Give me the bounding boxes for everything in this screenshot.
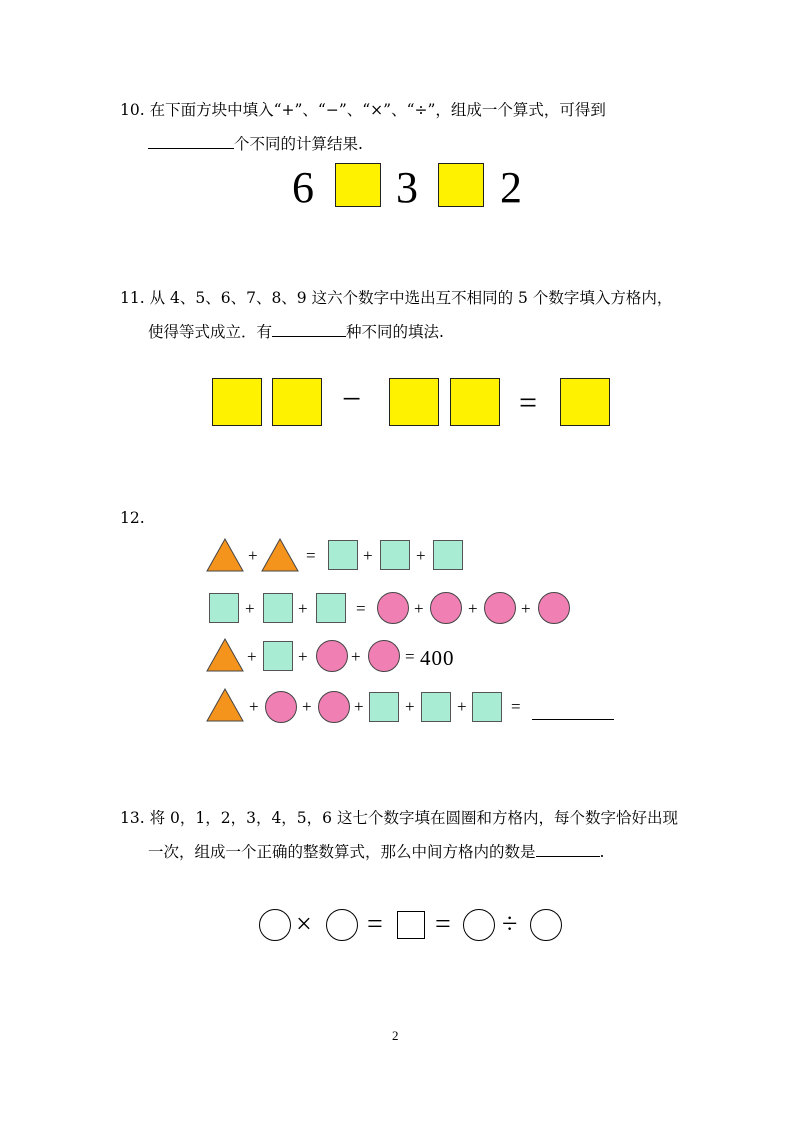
equals-sign: = (511, 697, 521, 716)
plus-sign: + (414, 599, 424, 618)
q10-number-3: 3 (396, 163, 418, 212)
plus-sign: + (249, 697, 259, 716)
q13-circle-4[interactable] (530, 909, 562, 941)
plus-sign: + (521, 599, 531, 618)
equals-sign: = (435, 909, 451, 940)
q13-text-line1: 13. 将 0，1，2，3，4，5，6 这七个数字填在圆圈和方格内，每个数字恰好出现 (120, 809, 678, 827)
circle-shape (538, 592, 570, 624)
q10-text-line2 (148, 132, 363, 154)
q11-digit-box-1[interactable] (212, 378, 262, 426)
page-number: 2 (392, 1028, 399, 1043)
plus-sign: + (247, 647, 257, 666)
square-shape (421, 692, 451, 722)
q11-line2-prefix: 使得等式成立．有 (148, 323, 273, 341)
plus-sign: + (298, 647, 308, 666)
triangle-shape (261, 538, 299, 572)
q13-circle-1[interactable] (259, 909, 291, 941)
plus-sign: + (302, 697, 312, 716)
q10-number-6: 6 (292, 163, 314, 212)
plus-sign: + (363, 546, 373, 565)
plus-sign: + (248, 546, 258, 565)
plus-sign: + (416, 546, 426, 565)
q13-middle-square[interactable] (397, 911, 425, 939)
divide-sign: ÷ (502, 909, 518, 940)
equals-sign: = (367, 909, 383, 940)
circle-shape (318, 691, 350, 723)
q13-line2-prefix: 一次，组成一个正确的整数算式，那么中间方格内的数是 (148, 843, 536, 861)
square-shape (433, 540, 463, 570)
plus-sign: + (298, 599, 308, 618)
q13-line2-suffix: . (599, 843, 605, 861)
q11-digit-box-5[interactable] (560, 378, 610, 426)
q11-text-line2 (148, 320, 444, 342)
circle-shape (265, 691, 297, 723)
q11-line2-suffix: 种不同的填法. (346, 323, 444, 341)
circle-shape (368, 640, 400, 672)
times-sign: × (296, 909, 312, 940)
equals-sign: = (306, 546, 316, 565)
equals-sign: = (356, 599, 366, 618)
square-shape (380, 540, 410, 570)
q11-answer-blank[interactable] (272, 320, 346, 337)
square-shape (472, 692, 502, 722)
q11-text-line1: 11. 从 4、5、6、7、8、9 这六个数字中选出互不相同的 5 个数字填入方格内， (120, 289, 673, 307)
plus-sign: + (245, 599, 255, 618)
q11-digit-box-4[interactable] (450, 378, 500, 426)
q10-line2-text: 个不同的计算结果. (234, 135, 363, 153)
q12-number: 12. (120, 509, 145, 527)
circle-shape (377, 592, 409, 624)
plus-sign: + (354, 697, 364, 716)
triangle-shape (206, 538, 244, 572)
row3-result: 400 (420, 646, 455, 670)
square-shape (263, 593, 293, 623)
square-shape (209, 593, 239, 623)
q11-digit-box-2[interactable] (272, 378, 322, 426)
square-shape (328, 540, 358, 570)
q12-answer-blank[interactable] (532, 719, 614, 720)
triangle-shape (206, 638, 244, 672)
plus-sign: + (405, 697, 415, 716)
q13-text-line2 (148, 840, 604, 862)
square-shape (369, 692, 399, 722)
plus-sign: + (351, 647, 361, 666)
plus-sign: + (468, 599, 478, 618)
plus-sign: + (457, 697, 467, 716)
circle-shape (484, 592, 516, 624)
circle-shape (316, 640, 348, 672)
q10-answer-blank[interactable] (148, 132, 234, 149)
triangle-shape (206, 688, 244, 722)
q13-answer-blank[interactable] (536, 840, 600, 857)
equals-sign: = (405, 647, 415, 666)
q13-circle-2[interactable] (326, 909, 358, 941)
q13-circle-3[interactable] (463, 909, 495, 941)
q10-operator-box-1[interactable] (335, 163, 381, 207)
q11-minus-sign: − (342, 381, 362, 418)
q11-equals-sign: = (519, 384, 538, 420)
square-shape (316, 593, 346, 623)
q10-operator-box-2[interactable] (438, 163, 484, 207)
circle-shape (430, 592, 462, 624)
square-shape (263, 641, 293, 671)
q10-text-line1: 10. 在下面方块中填入“+”、“−”、“×”、“÷”，组成一个算式，可得到 (120, 101, 606, 119)
q10-number-2: 2 (500, 163, 522, 212)
q11-digit-box-3[interactable] (389, 378, 439, 426)
